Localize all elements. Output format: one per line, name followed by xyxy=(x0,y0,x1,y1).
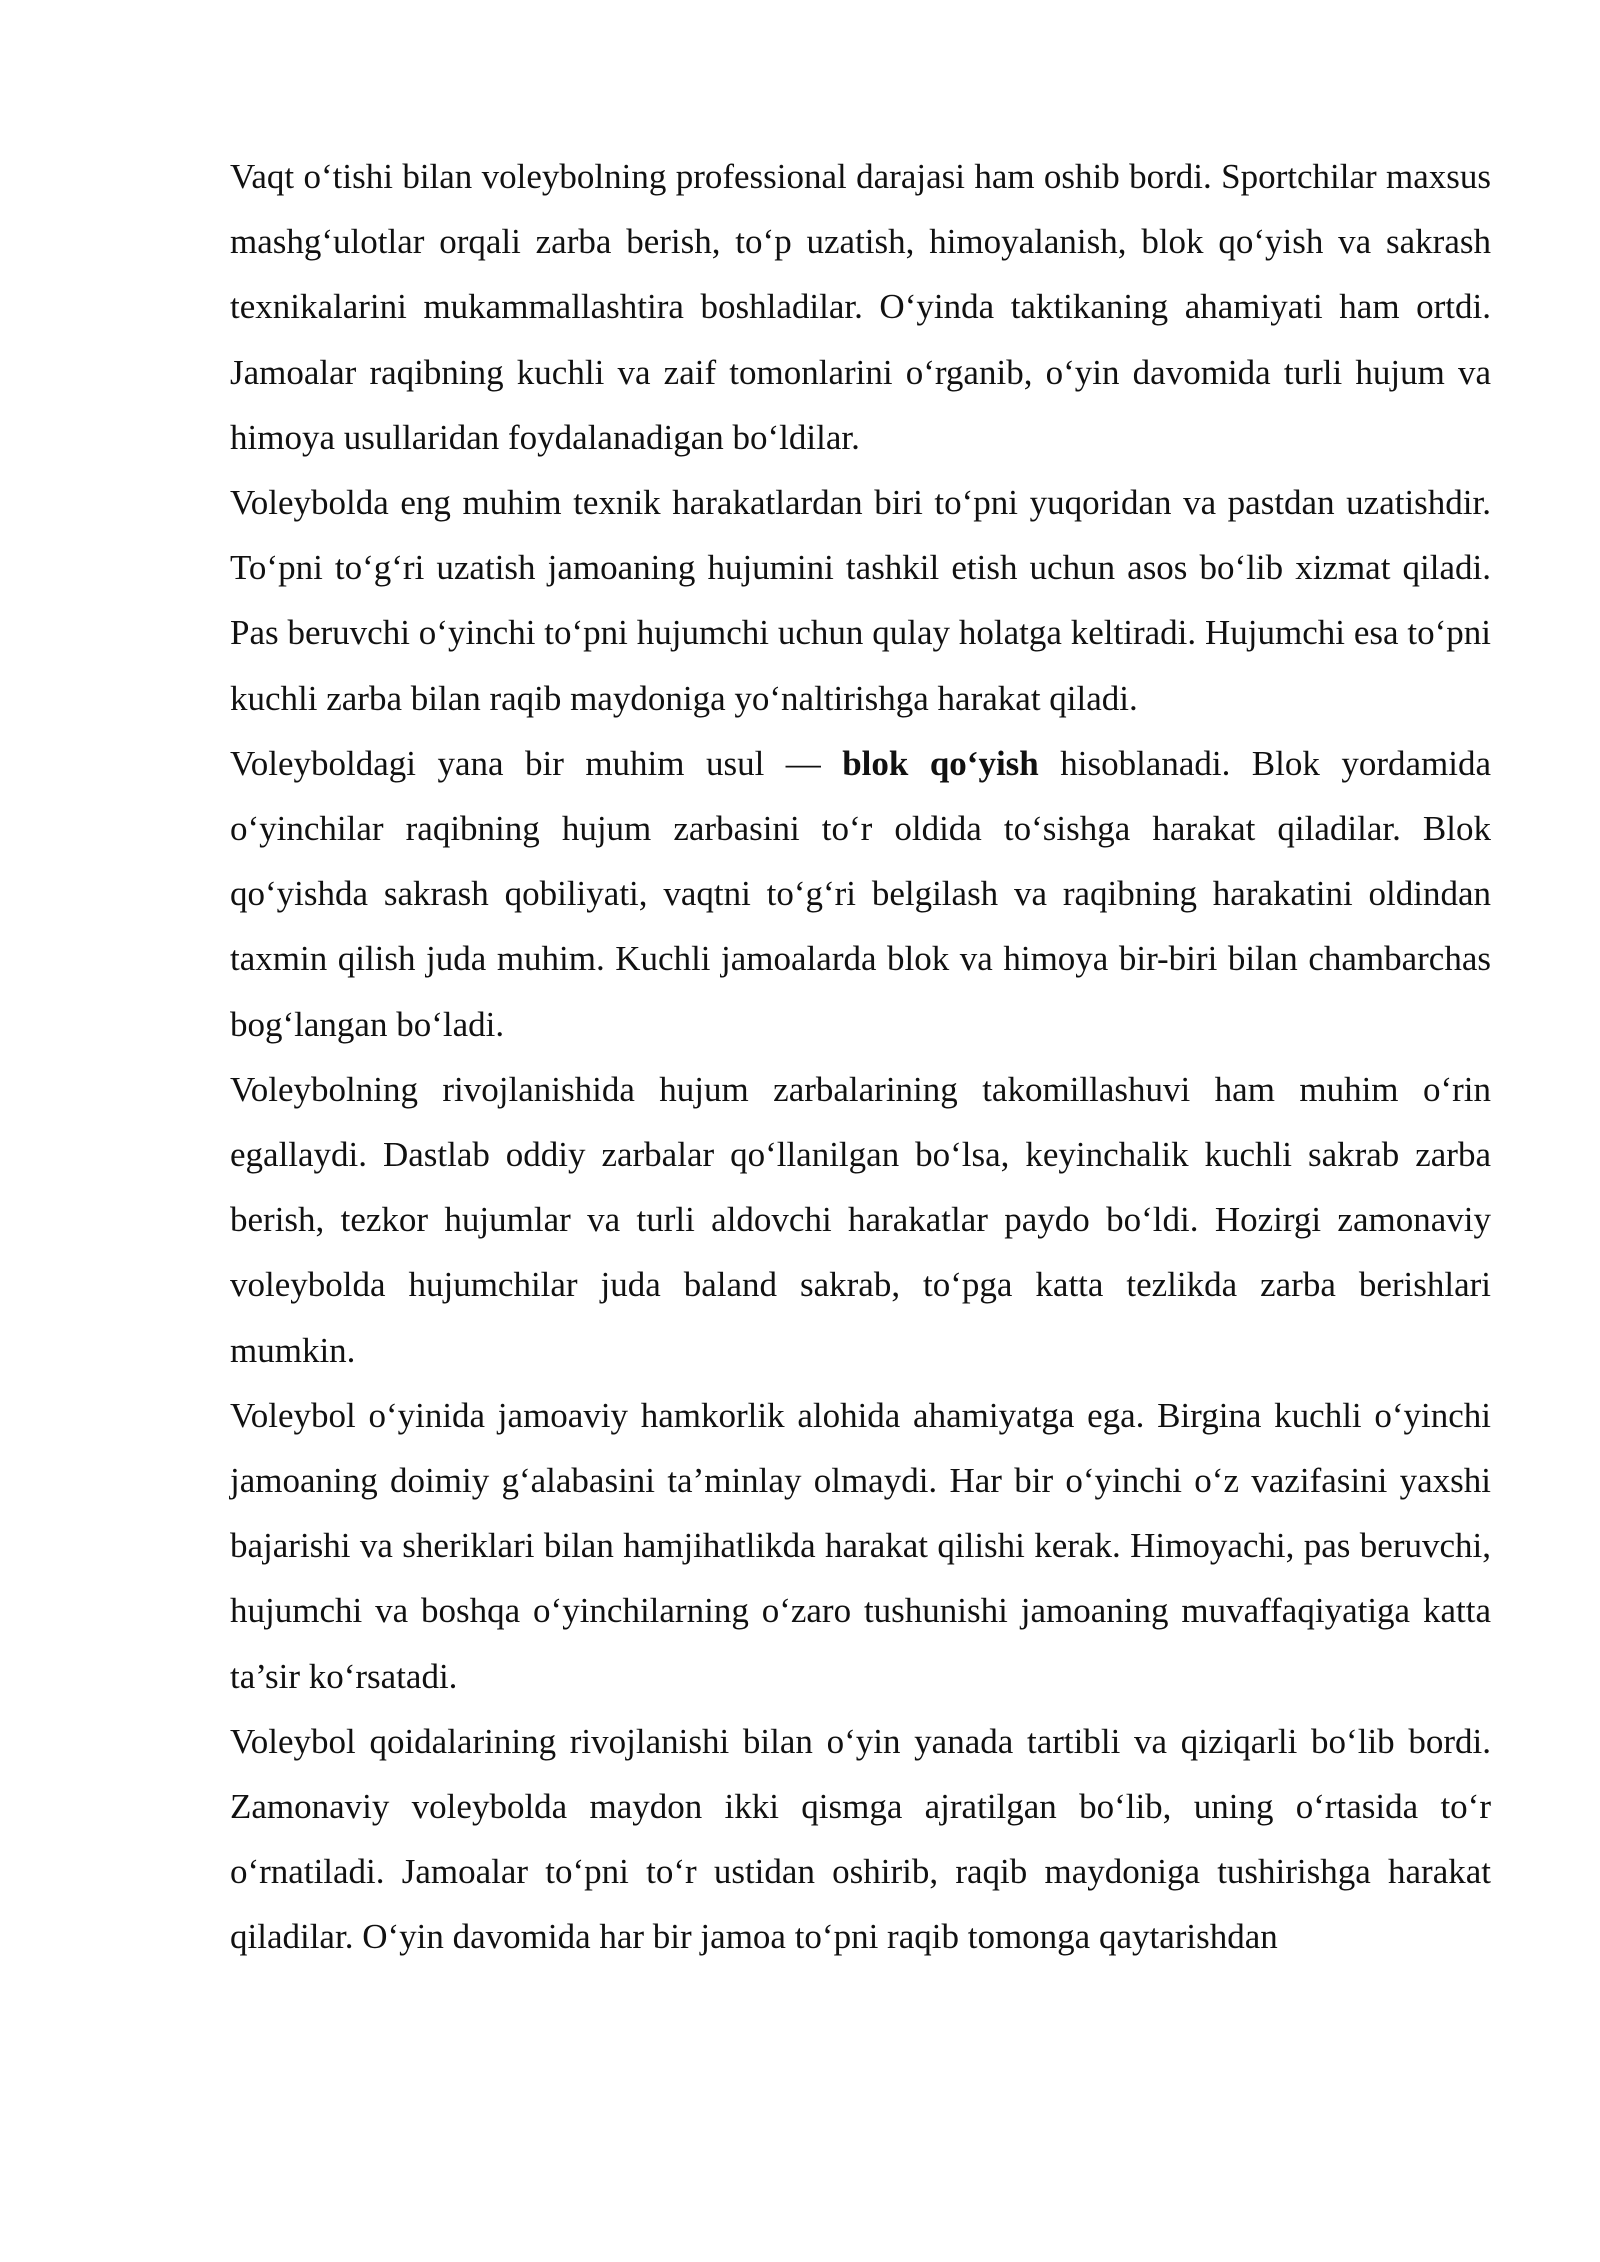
document-body xyxy=(230,144,1491,1970)
paragraph-6: Voleybol qoidalarining rivojlanishi bilan o‘yin yanada tartibli va qiziqarli bo‘lib bordi. Zamonaviy voleybolda maydon ikki qismga ajratilgan bo‘lib, uning o‘rtasida to‘r o‘rnatiladi. Jamoalar to‘pni to‘r ustidan oshirib, raqib maydoniga tushirishga harakat qiladilar. O‘yin davomida har bir jamoa to‘pni raqib tomonga qaytarishdan xyxy=(230,1721,1491,1957)
paragraph-1: Vaqt o‘tishi bilan voleybolning professional darajasi ham oshib bordi. Sportchilar maxsus mashg‘ulotlar orqali zarba berish, to‘p uzatish, himoyalanish, blok qo‘yish va sakrash texnikalarini mukammallashtira boshladilar. O‘yinda taktikaning ahamiyati ham ortdi. Jamoalar raqibning kuchli va zaif tomonlarini o‘rganib, o‘yin davomida turli hujum va himoya usullaridan foydalanadigan bo‘ldilar. xyxy=(230,157,1491,457)
paragraph-4: Voleybolning rivojlanishida hujum zarbalarining takomillashuvi ham muhim o‘rin egallaydi. Dastlab oddiy zarbalar qo‘llanilgan bo‘lsa, keyinchalik kuchli sakrab zarba berish, tezkor hujumlar va turli aldovchi harakatlar paydo bo‘ldi. Hozirgi zamonaviy voleybolda hujumchilar juda baland sakrab, to‘pga katta tezlikda zarba berishlari mumkin. xyxy=(230,1069,1491,1370)
bold-term-blok-qoyish: blok qo‘yish xyxy=(842,743,1039,783)
paragraph-3 xyxy=(230,731,1491,1057)
paragraph-3-lead: Voleyboldagi yana bir muhim usul — xyxy=(230,743,843,783)
paragraph-3-rest: hisoblanadi. Blok yordamida o‘yinchilar raqibning hujum zarbasini to‘r oldida to‘sishga harakat qiladilar. Blok qo‘yishda sakrash qobiliyati, vaqtni to‘g‘ri belgilash va raqibning harakatini oldindan taxmin qilish juda muhim. Kuchli jamoalarda blok va himoya bir-biri bilan chambarchas bog‘langan bo‘ladi. xyxy=(230,743,1491,1044)
paragraph-2: Voleybolda eng muhim texnik harakatlardan biri to‘pni yuqoridan va pastdan uzatishdir. To‘pni to‘g‘ri uzatish jamoaning hujumini tashkil etish uchun asos bo‘lib xizmat qiladi. Pas beruvchi o‘yinchi to‘pni hujumchi uchun qulay holatga keltiradi. Hujumchi esa to‘pni kuchli zarba bilan raqib maydoniga yo‘naltirishga harakat qiladi. xyxy=(230,483,1491,718)
paragraph-5: Voleybol o‘yinida jamoaviy hamkorlik alohida ahamiyatga ega. Birgina kuchli o‘yinchi jamoaning doimiy g‘alabasini ta’minlay olmaydi. Har bir o‘yinchi o‘z vazifasini yaxshi bajarishi va sheriklari bilan hamjihatlikda harakat qilishi kerak. Himoyachi, pas beruvchi, hujumchi va boshqa o‘yinchilarning o‘zaro tushunishi jamoaning muvaffaqiyatiga katta ta’sir ko‘rsatadi. xyxy=(230,1395,1491,1696)
